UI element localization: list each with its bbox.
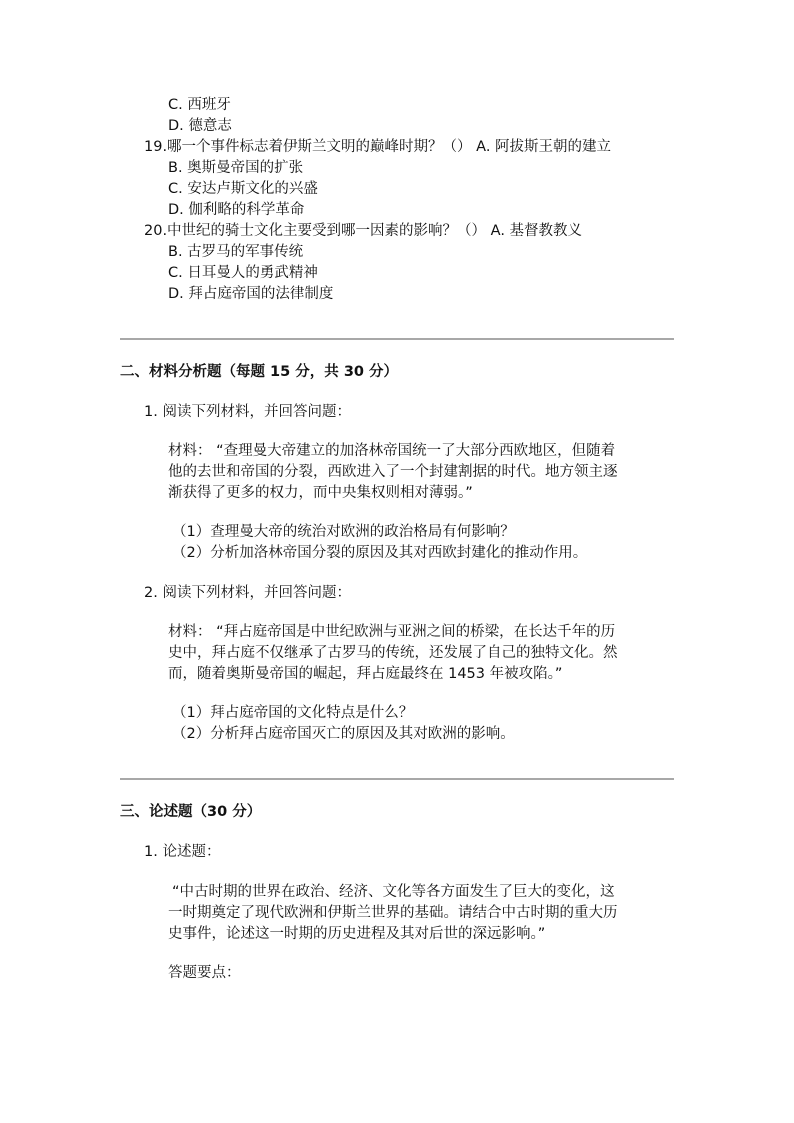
section-divider: [120, 338, 674, 340]
section2-title: 二、材料分析题（每题 15 分，共 30 分）: [120, 364, 399, 380]
s2-item2-material-line: 材料： “拜占庭帝国是中世纪欧洲与亚洲之间的桥梁，在长达千年的历: [168, 624, 616, 640]
s2-item1-material-line: 材料： “查理曼大帝建立的加洛林帝国统一了大部分西欧地区，但随着: [168, 443, 616, 459]
s3-answer-label: 答题要点：: [168, 965, 241, 981]
q20-option-c: C. 日耳曼人的勇武精神: [168, 265, 318, 281]
s3-prompt-line: “中古时期的世界在政治、经济、文化等各方面发生了巨大的变化，这: [172, 884, 615, 900]
s2-item1-question-2: （2）分析加洛林帝国分裂的原因及其对西欧封建化的推动作用。: [172, 545, 588, 561]
s2-item1-question-1: （1）查理曼大帝的统治对欧洲的政治格局有何影响？: [172, 524, 515, 540]
s2-item2-intro: 2. 阅读下列材料，并回答问题：: [144, 585, 351, 601]
q20-stem: 20.中世纪的骑士文化主要受到哪一因素的影响？（） A. 基督教教义: [144, 223, 583, 239]
q20-option-b: B. 古罗马的军事传统: [168, 244, 304, 260]
s3-intro: 1. 论述题：: [144, 844, 221, 860]
q19-option-b: B. 奥斯曼帝国的扩张: [168, 160, 304, 176]
s2-item1-intro: 1. 阅读下列材料，并回答问题：: [144, 404, 351, 420]
s2-item2-question-2: （2）分析拜占庭帝国灭亡的原因及其对欧洲的影响。: [172, 726, 515, 742]
s2-item1-material-line: 渐获得了更多的权力，而中央集权则相对薄弱。”: [168, 485, 473, 501]
q19-option-c: C. 安达卢斯文化的兴盛: [168, 181, 318, 197]
s2-item2-question-1: （1）拜占庭帝国的文化特点是什么？: [172, 705, 414, 721]
s3-prompt-line: 史事件，论述这一时期的历史进程及其对后世的深远影响。”: [168, 926, 546, 942]
s2-item2-material-line: 史中，拜占庭不仅继承了古罗马的传统，还发展了自己的独特文化。然: [168, 645, 618, 661]
q20-option-d: D. 拜占庭帝国的法律制度: [168, 286, 334, 302]
q18-option-c: C. 西班牙: [168, 97, 231, 113]
q19-stem: 19.哪一个事件标志着伊斯兰文明的巅峰时期？（） A. 阿拔斯王朝的建立: [144, 139, 612, 155]
q19-option-d: D. 伽利略的科学革命: [168, 202, 305, 218]
s2-item2-material-line: 而，随着奥斯曼帝国的崛起，拜占庭最终在 1453 年被攻陷。”: [168, 666, 563, 682]
s3-prompt-line: 一时期奠定了现代欧洲和伊斯兰世界的基础。请结合中古时期的重大历: [168, 905, 618, 921]
s2-item1-material-line: 他的去世和帝国的分裂，西欧进入了一个封建割据的时代。地方领主逐: [168, 464, 618, 480]
q18-option-d: D. 德意志: [168, 118, 232, 134]
section3-title: 三、论述题（30 分）: [120, 804, 262, 820]
section-divider: [120, 778, 674, 780]
